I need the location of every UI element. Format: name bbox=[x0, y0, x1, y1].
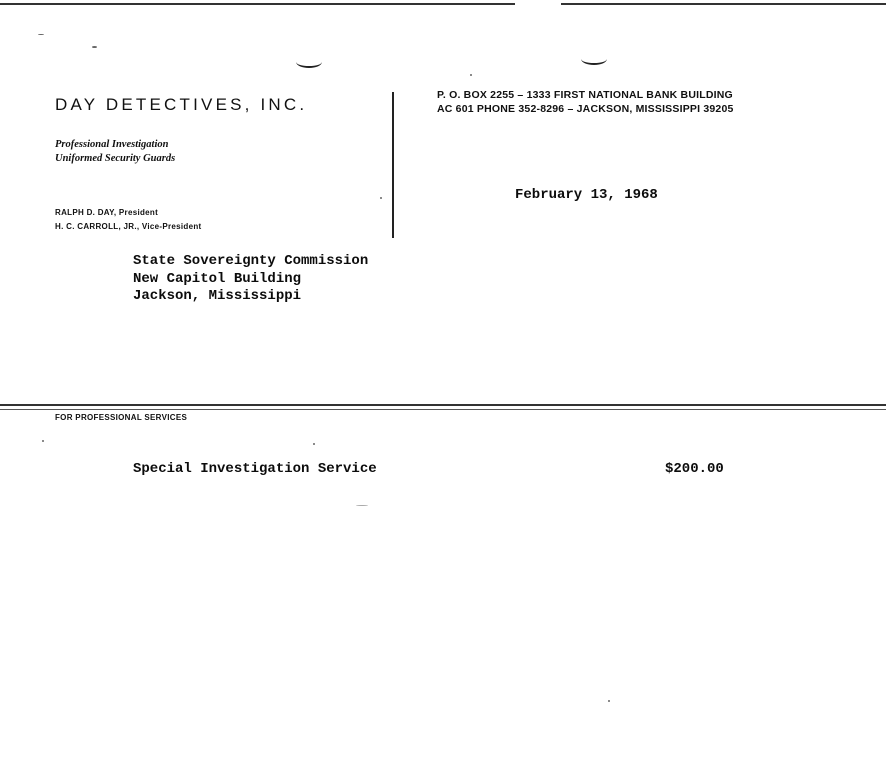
officer-vice-president: H. C. CARROLL, JR., Vice-President bbox=[55, 222, 202, 231]
paper-speck bbox=[38, 34, 44, 35]
recipient-line-3: Jackson, Mississippi bbox=[133, 288, 302, 304]
paper-speck bbox=[92, 46, 97, 48]
top-border-rule bbox=[0, 3, 886, 5]
top-rule-gap bbox=[515, 1, 561, 7]
tagline-security-guards: Uniformed Security Guards bbox=[55, 153, 176, 164]
services-divider-rule bbox=[0, 404, 886, 410]
paper-speck bbox=[470, 74, 472, 76]
company-name: DAY DETECTIVES, INC. bbox=[55, 95, 308, 114]
address-line-2: AC 601 PHONE 352-8296 – JACKSON, MISSISSIPPI 39205 bbox=[437, 103, 734, 115]
paper-speck bbox=[380, 197, 382, 199]
fold-mark-right bbox=[581, 53, 607, 65]
officer-president: RALPH D. DAY, President bbox=[55, 208, 159, 217]
paper-speck bbox=[42, 440, 44, 442]
service-item-description: Special Investigation Service bbox=[133, 461, 377, 477]
paper-speck bbox=[608, 700, 610, 702]
paper-speck bbox=[356, 505, 368, 506]
service-item-amount: $200.00 bbox=[665, 461, 724, 477]
recipient-line-1: State Sovereignty Commission bbox=[133, 253, 369, 269]
paper-speck bbox=[313, 443, 315, 445]
tagline-investigation: Professional Investigation bbox=[55, 139, 169, 150]
services-section-label: FOR PROFESSIONAL SERVICES bbox=[55, 413, 188, 422]
letterhead-divider bbox=[392, 92, 394, 238]
fold-mark-left bbox=[296, 56, 322, 68]
address-line-1: P. O. BOX 2255 – 1333 FIRST NATIONAL BANK BUILDING bbox=[437, 89, 733, 101]
recipient-line-2: New Capitol Building bbox=[133, 271, 302, 287]
letter-date: February 13, 1968 bbox=[515, 187, 658, 203]
